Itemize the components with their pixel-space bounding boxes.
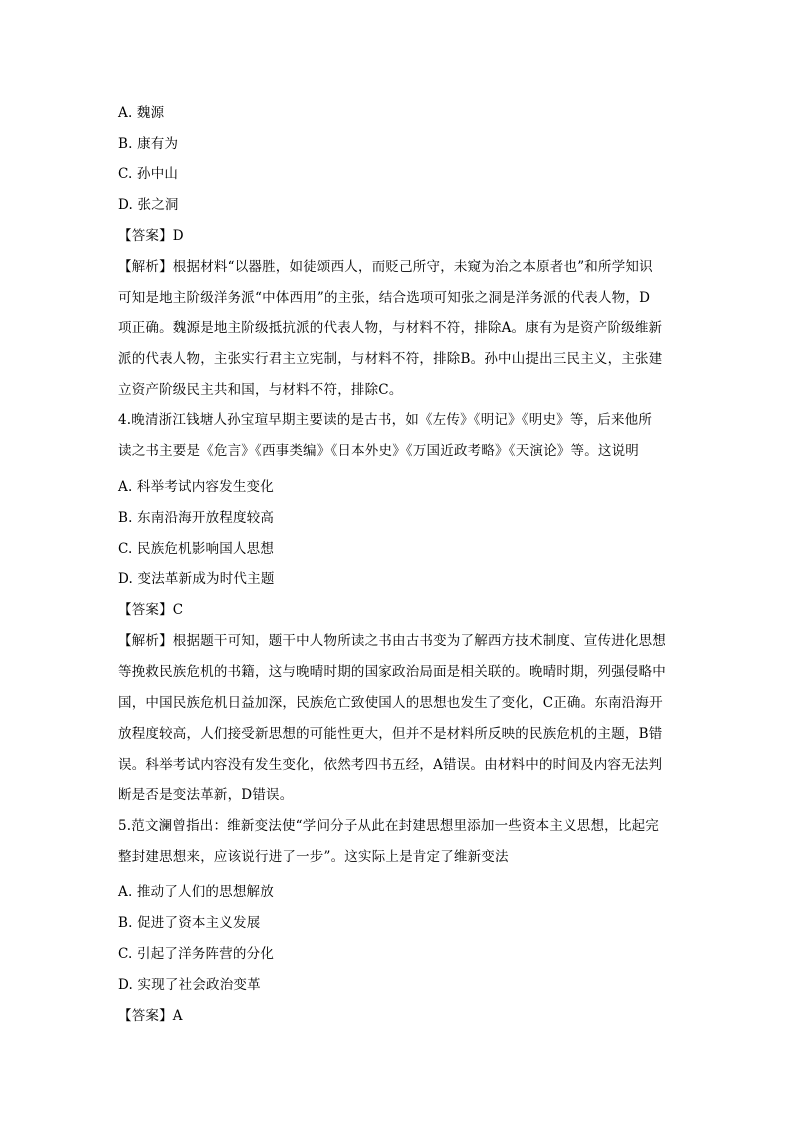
q3-analysis-line: 【解析】根据材料“以器胜，如徒颂西人，而贬己所守，未窥为治之本原者也”和所学知识 xyxy=(118,259,653,275)
q3-option-c: C. 孙中山 xyxy=(118,166,179,182)
q4-stem-line: 读之书主要是《危言》《西事类编》《日本外史》《万国近政考略》《天演论》等。这说明 xyxy=(118,443,639,459)
q4-option-d: D. 变法革新成为时代主题 xyxy=(118,571,275,587)
q4-stem-line: 4.晚清浙江钱塘人孙宝瑄早期主要读的是古书，如《左传》《明记》《明史》等，后来他所 xyxy=(118,412,653,428)
q5-stem-line: 5.范文澜曾指出：维新变法使“学问分子从此在封建思想里添加一些资本主义思想，比起完 xyxy=(118,818,659,834)
q3-analysis-line: 派的代表人物，主张实行君主立宪制，与材料不符，排除B。孙中山提出三民主义，主张建 xyxy=(118,351,663,367)
q4-analysis-line: 国，中国民族危机日益加深，民族危亡致使国人的思想也发生了变化，C正确。东南沿海开 xyxy=(118,695,663,711)
q4-option-a: A. 科举考试内容发生变化 xyxy=(118,479,274,495)
q3-option-b: B. 康有为 xyxy=(118,136,179,152)
q5-option-c: C. 引起了洋务阵营的分化 xyxy=(118,946,275,962)
q5-option-b: B. 促进了资本主义发展 xyxy=(118,915,261,931)
q5-stem-line: 整封建思想来，应该说行进了一步”。这实际上是肯定了维新变法 xyxy=(118,849,509,865)
q5-answer: 【答案】A xyxy=(118,1008,183,1024)
q4-analysis-line: 等挽救民族危机的书籍，这与晚晴时期的国家政治局面是相关联的。晚晴时期，列强侵略中 xyxy=(118,664,666,680)
q3-option-d: D. 张之洞 xyxy=(118,197,179,213)
q3-answer: 【答案】D xyxy=(118,228,184,244)
q5-option-d: D. 实现了社会政治变革 xyxy=(118,977,261,993)
q4-analysis-line: 【解析】根据题干可知，题干中人物所读之书由古书变为了解西方技术制度、宣传进化思想 xyxy=(118,633,666,649)
q5-option-a: A. 推动了人们的思想解放 xyxy=(118,884,274,900)
q4-option-b: B. 东南沿海开放程度较高 xyxy=(118,510,275,526)
q4-answer: 【答案】C xyxy=(118,602,184,618)
q3-option-a: A. 魏源 xyxy=(118,105,165,121)
q4-option-c: C. 民族危机影响国人思想 xyxy=(118,541,275,557)
q3-analysis-line: 可知是地主阶级洋务派“中体西用”的主张，结合选项可知张之洞是洋务派的代表人物，D xyxy=(118,290,651,306)
q4-analysis-line: 放程度较高，人们接受新思想的可能性更大，但并不是材料所反映的民族危机的主题，B错 xyxy=(118,726,663,742)
q4-analysis-line: 断是否是变法革新，D错误。 xyxy=(118,787,294,803)
q3-analysis-line: 立资产阶级民主共和国，与材料不符，排除C。 xyxy=(118,382,403,398)
q4-analysis-line: 误。科举考试内容没有发生变化，依然考四书五经，A错误。由材料中的时间及内容无法判 xyxy=(118,757,663,773)
q3-analysis-line: 项正确。魏源是地主阶级抵抗派的代表人物，与材料不符，排除A。康有为是资产阶级维新 xyxy=(118,320,663,336)
